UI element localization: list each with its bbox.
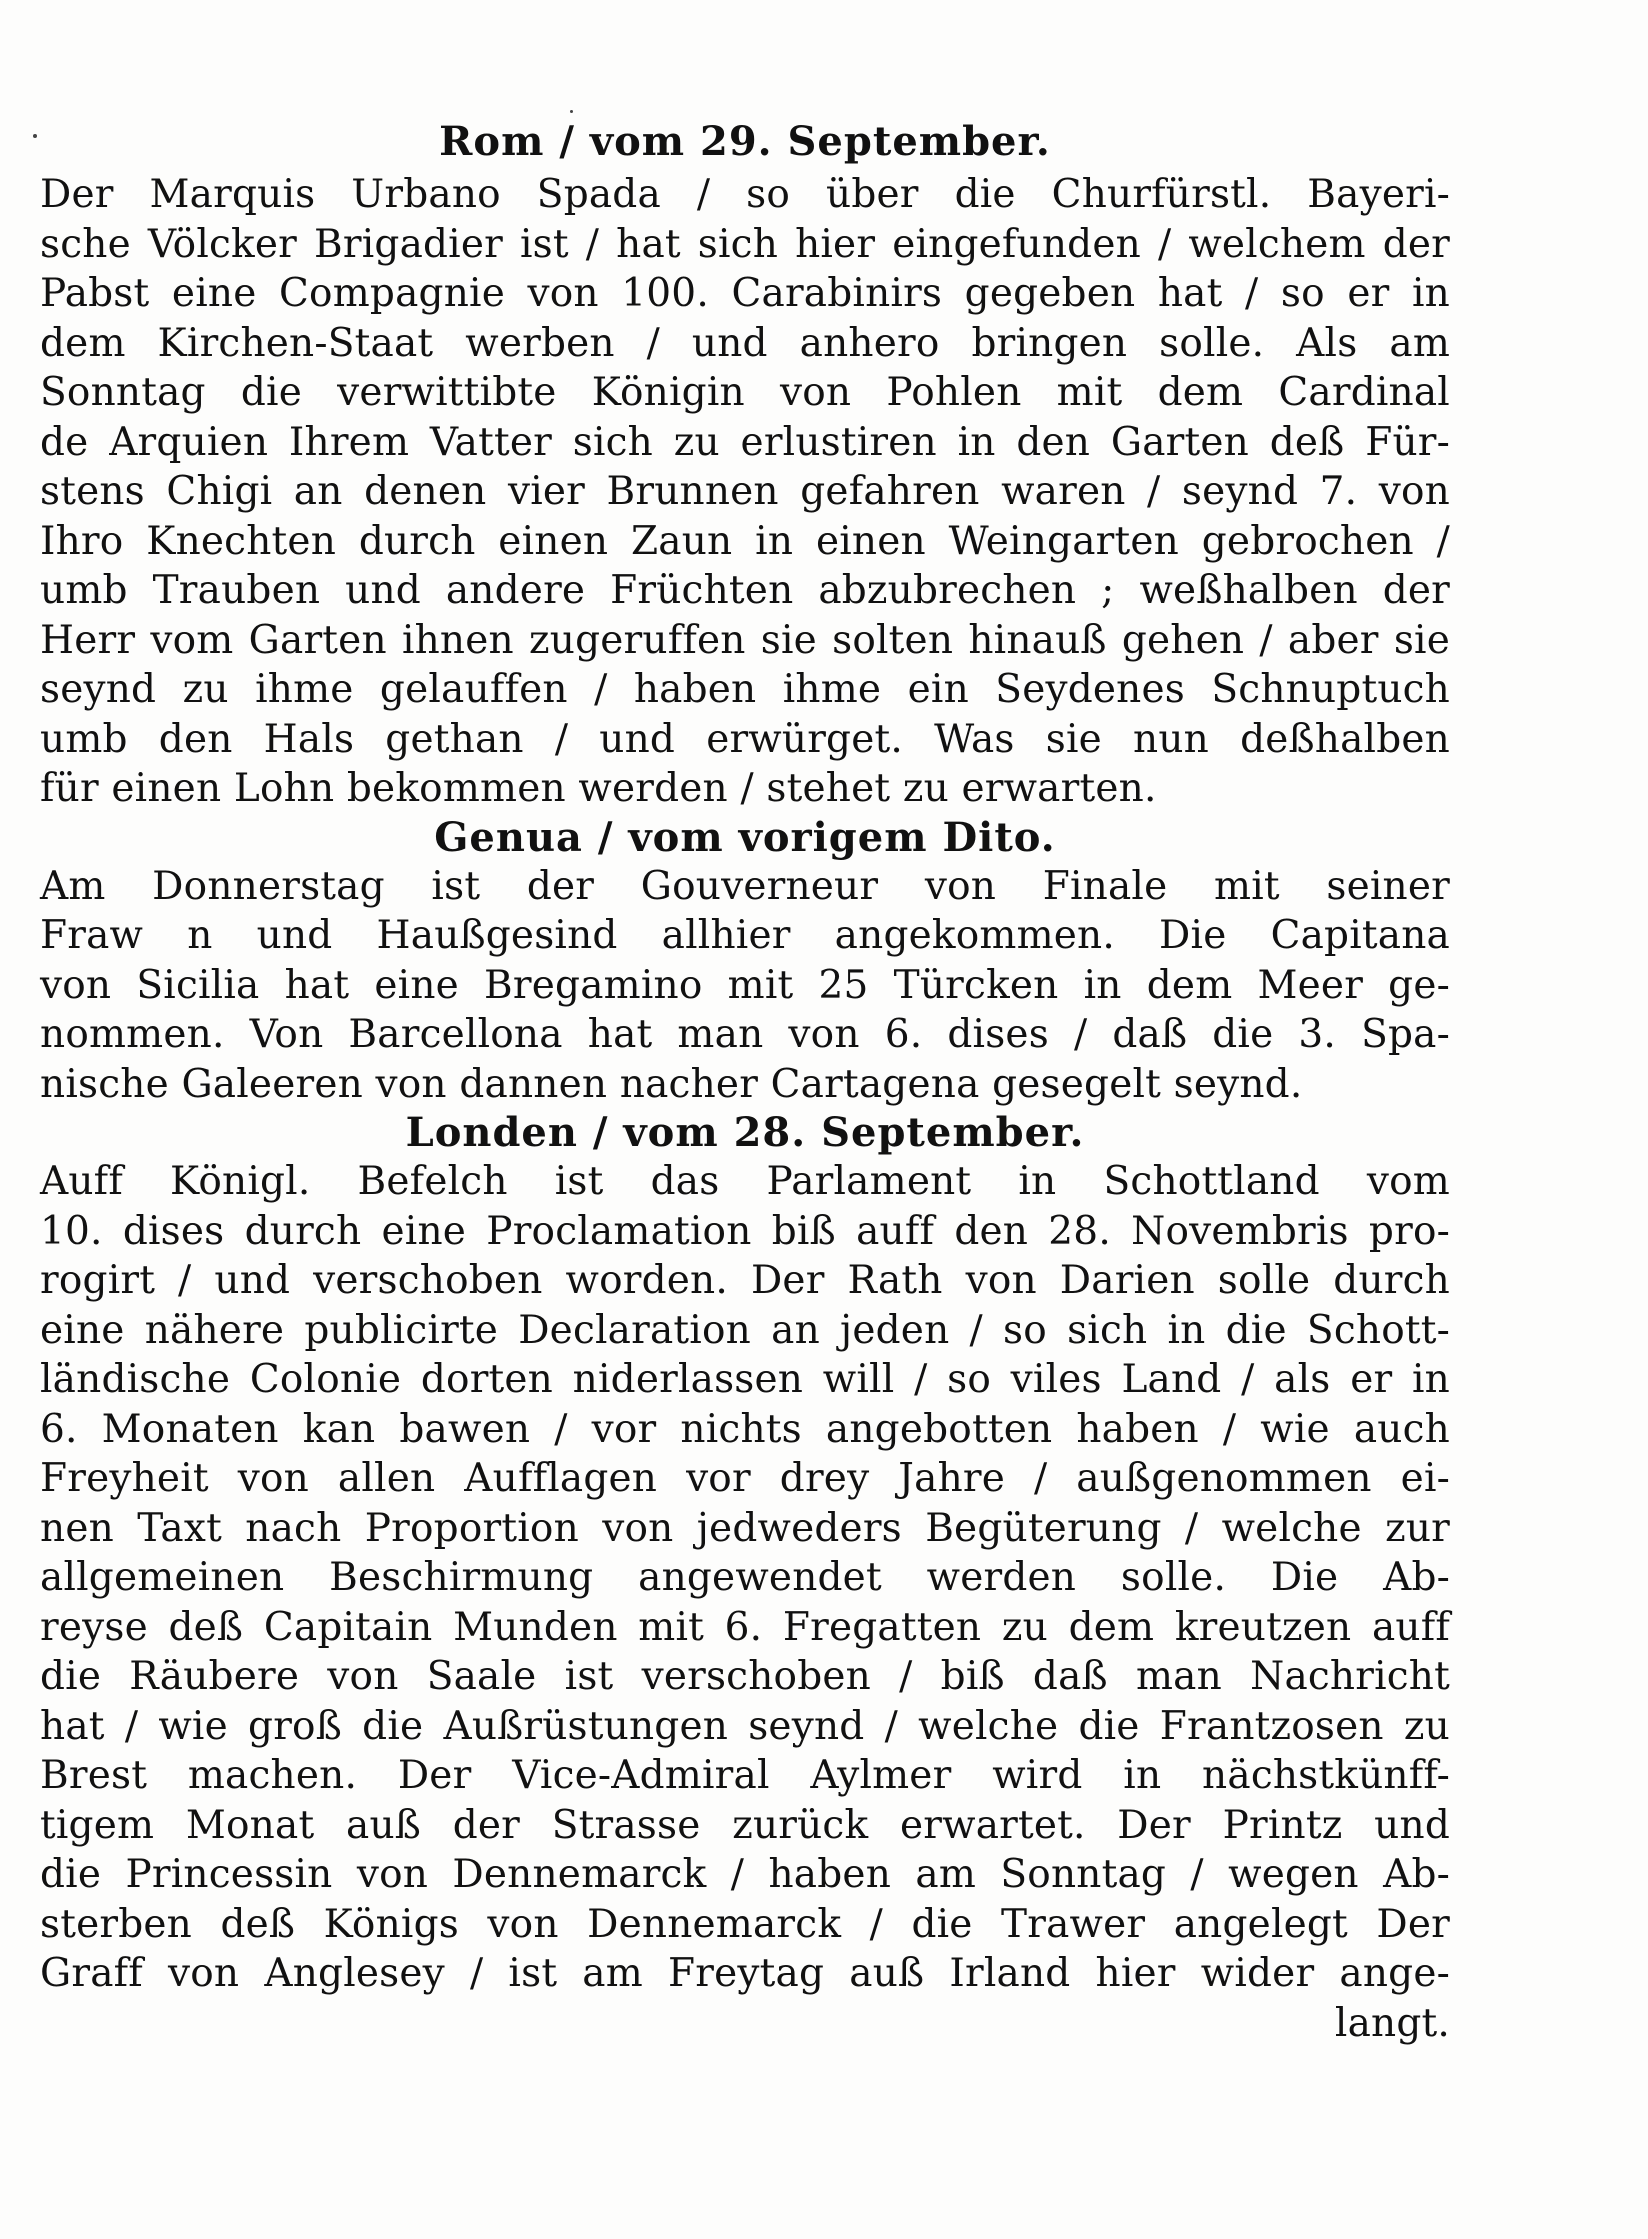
text-line: langt. (1334, 2000, 1450, 2046)
text-line: nische Galeeren von dannen nacher Cartagena gesegelt seynd. (40, 1061, 1303, 1107)
section-body (40, 862, 1450, 1110)
text-line: von Sicilia hat eine Bregamino mit 25 Türcken in dem Meer ge- (40, 962, 1450, 1008)
text-line: nommen. Von Barcellona hat man von 6. dises / daß die 3. Spa- (40, 1012, 1450, 1057)
section-londen (40, 1109, 1450, 2048)
text-line: Fraw n und Haußgesind allhier angekommen. Die Capitana (40, 913, 1450, 958)
text-column (40, 118, 1450, 2048)
text-line: de Arquien Ihrem Vatter sich zu erlustiren in den Garten deß Für- (40, 419, 1450, 465)
section-heading: Rom / vom 29. September. (439, 118, 1051, 165)
section-genua (40, 814, 1450, 1110)
text-line: sterben deß Königs von Dennemarck / die Trawer angelegt Der (40, 1901, 1450, 1947)
text-line: ländische Colonie dorten niderlassen will / so viles Land / als er in (40, 1357, 1450, 1402)
text-line: nen Taxt nach Proportion von jedweders Begüterung / welche zur (40, 1505, 1450, 1551)
text-line: umb Trauben und andere Früchten abzubrechen ; weßhalben der (40, 568, 1450, 613)
text-line: Pabst eine Compagnie von 100. Carabinirs gegeben hat / so er in (40, 271, 1450, 316)
text-line: Sonntag die verwittibte Königin von Pohlen mit dem Cardinal (40, 370, 1450, 415)
text-line: rogirt / und verschoben worden. Der Rath von Darien solle durch (40, 1258, 1450, 1303)
text-line: stens Chigi an denen vier Brunnen gefahren waren / seynd 7. von (40, 469, 1450, 514)
text-line: umb den Hals gethan / und erwürget. Was sie nun deßhalben (40, 716, 1450, 762)
text-line: hat / wie groß die Außrüstungen seynd / welche die Frantzosen zu (40, 1703, 1450, 1749)
text-line: 10. dises durch eine Proclamation biß auff den 28. Novembris pro- (40, 1208, 1450, 1254)
text-line: tigem Monat auß der Strasse zurück erwartet. Der Printz und (40, 1802, 1450, 1848)
text-line: seynd zu ihme gelauffen / haben ihme ein Seydenes Schnuptuch (40, 667, 1450, 712)
text-line: Auff Königl. Befelch ist das Parlament in Schottland vom (40, 1159, 1450, 1204)
text-line: Herr vom Garten ihnen zugeruffen sie solten hinauß gehen / aber sie (40, 617, 1450, 663)
text-line: sche Völcker Brigadier ist / hat sich hier eingefunden / welchem der (40, 221, 1450, 267)
print-speck (33, 134, 37, 138)
section-heading: Londen / vom 28. September. (405, 1109, 1085, 1156)
text-line: Freyheit von allen Aufflagen vor drey Jahre / außgenommen ei- (40, 1456, 1450, 1501)
section-rom (40, 118, 1450, 814)
text-line: für einen Lohn bekommen werden / stehet zu erwarten. (40, 766, 1157, 811)
text-line: dem Kirchen-Staat werben / und anhero bringen solle. Als am (40, 320, 1450, 366)
text-line: die Räubere von Saale ist verschoben / biß daß man Nachricht (40, 1654, 1450, 1699)
text-line: eine nähere publicirte Declaration an jeden / so sich in die Schott- (40, 1307, 1450, 1353)
text-line: Brest machen. Der Vice-Admiral Aylmer wird in nächstkünff- (40, 1753, 1450, 1798)
text-line: die Princessin von Dennemarck / haben am Sonntag / wegen Ab- (40, 1852, 1450, 1897)
text-line: 6. Monaten kan bawen / vor nichts angebotten haben / wie auch (40, 1406, 1450, 1452)
print-speck (570, 110, 573, 113)
section-body (40, 170, 1450, 814)
text-line: Graff von Anglesey / ist am Freytag auß Irland hier wider ange- (40, 1951, 1450, 1996)
text-line: reyse deß Capitain Munden mit 6. Fregatten zu dem kreutzen auff (40, 1604, 1450, 1650)
section-body (40, 1157, 1450, 2048)
section-heading: Genua / vom vorigem Dito. (434, 813, 1056, 861)
text-line: Ihro Knechten durch einen Zaun in einen Weingarten gebrochen / (40, 518, 1450, 564)
text-line: Der Marquis Urbano Spada / so über die Churfürstl. Bayeri- (40, 172, 1450, 217)
text-line: allgemeinen Beschirmung angewendet werden solle. Die Ab- (40, 1555, 1450, 1600)
text-line: Am Donnerstag ist der Gouverneur von Finale mit seiner (40, 863, 1450, 909)
